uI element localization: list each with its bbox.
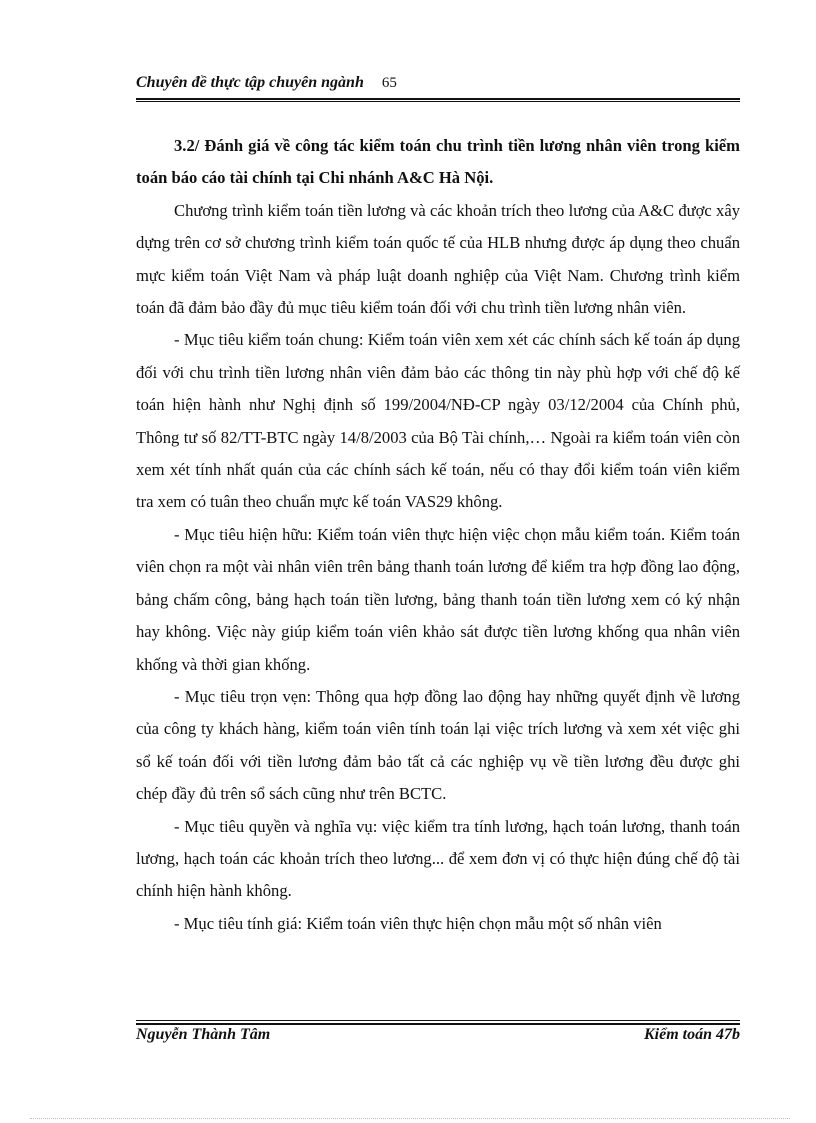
footer-class: Kiểm toán 47b bbox=[643, 1026, 740, 1043]
paragraph: - Mục tiêu tính giá: Kiểm toán viên thực hiện chọn mẫu một số nhân viên bbox=[174, 913, 662, 933]
header-rule bbox=[136, 98, 740, 100]
page-header bbox=[136, 74, 740, 100]
paragraph: - Mục tiêu kiểm toán chung: Kiểm toán viên xem xét các chính sách kế toán áp dụng đối với chu trình tiền lương nhân viên đảm bảo các thông tin này phù hợp với chế độ kế toán hiện hành như Nghị định số 199/2004/NĐ-CP ngày 03/12/2004 của Chính phủ, Thông tư số 82/TT-BTC ngày 14/8/2003 của Bộ Tài chính,… Ngoài ra kiểm toán viên còn xem xét tính nhất quán của các chính sách kế toán, nếu có thay đổi kiểm toán viên kiểm tra xem có tuân theo chuẩn mực kế toán VAS29 không. bbox=[136, 330, 740, 512]
paragraph: Chương trình kiểm toán tiền lương và các khoản trích theo lương của A&C được xây dựng trên cơ sở chương trình kiểm toán quốc tế của HLB nhưng được áp dụng theo chuẩn mực kiểm toán Việt Nam và pháp luật doanh nghiệp của Việt Nam. Chương trình kiểm toán đã đảm bảo đầy đủ mục tiêu kiểm toán đối với chu trình tiền lương nhân viên. bbox=[136, 200, 740, 318]
footer-author: Nguyễn Thành Tâm bbox=[136, 1026, 271, 1043]
section-heading: 3.2/ Đánh giá về công tác kiểm toán chu trình tiền lương nhân viên trong kiểm toán báo cáo tài chính tại Chi nhánh A&C Hà Nội. bbox=[136, 136, 740, 188]
page-number: 65 bbox=[381, 75, 397, 91]
header-rule-thin bbox=[136, 101, 740, 102]
footer-rule-thin bbox=[136, 1020, 740, 1021]
page-footer bbox=[136, 1026, 740, 1044]
page-boundary bbox=[30, 1118, 790, 1119]
paragraph: - Mục tiêu hiện hữu: Kiểm toán viên thực hiện việc chọn mẫu kiểm toán. Kiểm toán viên chọn ra một vài nhân viên trên bảng thanh toán lương để kiểm tra hợp đồng lao động, bảng chấm công, bảng hạch toán tiền lương, bảng thanh toán tiền lương xem có ký nhận hay không. Việc này giúp kiểm toán viên khảo sát được tiền lương khống qua nhân viên khống và thời gian khống. bbox=[136, 524, 740, 674]
footer-rule bbox=[136, 1023, 740, 1025]
header-title: Chuyên đề thực tập chuyên ngành bbox=[136, 74, 364, 91]
body-text bbox=[136, 130, 740, 940]
paragraph: - Mục tiêu trọn vẹn: Thông qua hợp đồng lao động hay những quyết định về lương của công ty khách hàng, kiểm toán viên tính toán lại việc trích lương và xem xét việc ghi sổ kế toán đối với tiền lương đảm bảo tất cả các nghiệp vụ về tiền lương đều được ghi chép đầy đủ trên sổ sách cũng như trên BCTC. bbox=[136, 686, 740, 804]
paragraph: - Mục tiêu quyền và nghĩa vụ: việc kiểm tra tính lương, hạch toán lương, thanh toán lương, hạch toán các khoản trích theo lương... để xem đơn vị có thực hiện đúng chế độ tài chính hiện hành không. bbox=[136, 816, 740, 901]
